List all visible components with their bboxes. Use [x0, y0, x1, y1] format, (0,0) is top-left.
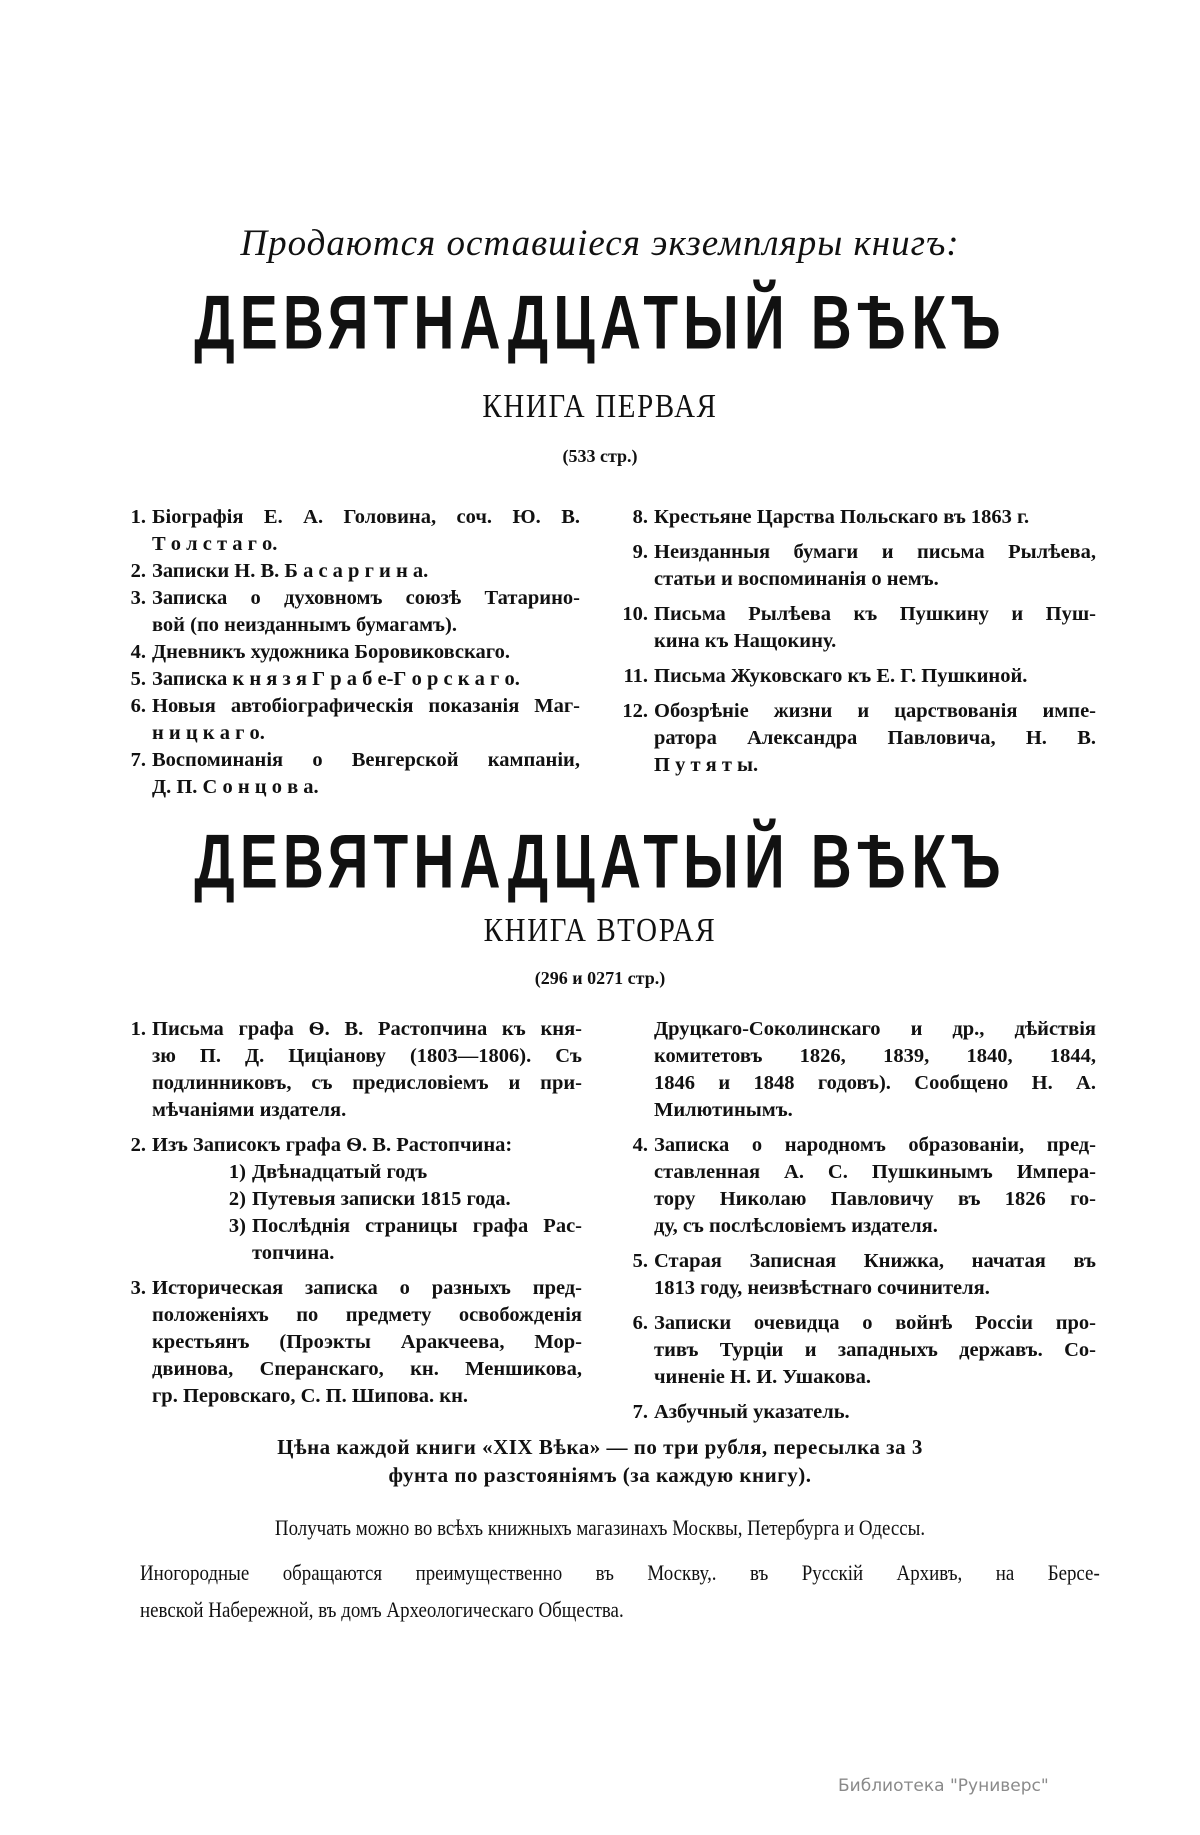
item-text-line: топчина.	[252, 1242, 335, 1264]
item-text-line: Обозрѣніе жизни и царствованія импе-	[654, 700, 1096, 722]
item-text-line: мѣчаніями издателя.	[152, 1099, 347, 1121]
contents-item	[106, 747, 580, 801]
book1-pages: (533 стр.)	[562, 446, 638, 466]
contents-item	[608, 1399, 1096, 1426]
contents-item	[106, 1186, 582, 1213]
contents-item	[608, 1248, 1096, 1302]
item-number: 11.	[623, 665, 648, 687]
contents-item	[106, 693, 580, 747]
item-text-line: кина къ Нащокину.	[654, 630, 837, 652]
contents-item	[106, 639, 580, 666]
price-line-2: фунта по разстояніямъ (за каждую книгу).	[388, 1463, 812, 1487]
item-text-line: Изъ Записокъ графа Ѳ. В. Растопчина:	[152, 1134, 513, 1156]
price-notice	[0, 1433, 1200, 1489]
book2-subtitle: КНИГА ВТОРАЯ	[483, 912, 717, 949]
book1-subtitle: КНИГА ПЕРВАЯ	[482, 388, 718, 425]
item-text-line: Новыя автобіографическія показанія Маг-	[152, 695, 580, 717]
item-number: 3.	[130, 1277, 146, 1299]
item-text-line: Неизданныя бумаги и письма Рылѣева,	[654, 541, 1096, 563]
item-number: 2.	[130, 1134, 146, 1156]
item-text-line: ду, съ послѣсловіемъ издателя.	[654, 1215, 938, 1237]
item-number: 4.	[632, 1134, 648, 1156]
item-text-line: комитетовъ 1826, 1839, 1840, 1844,	[654, 1045, 1096, 1067]
item-text-line: 1846 и 1848 годовъ). Сообщено Н. А.	[654, 1072, 1096, 1094]
item-text-line: ратора Александра Павловича, Н. В.	[654, 727, 1096, 749]
item-text-line: Письма графа Ѳ. В. Растопчина къ кня-	[152, 1018, 582, 1040]
item-text-line: Письма Рылѣева къ Пушкину и Пуш-	[654, 603, 1096, 625]
book1-title: ДЕВЯТНАДЦАТЫЙ ВѢКЪ	[194, 279, 1006, 365]
contents-item	[608, 1132, 1096, 1240]
contents-item	[608, 1016, 1096, 1124]
item-text-line: Записка о духовномъ союзѣ Татарино-	[152, 587, 580, 609]
item-text-line: н и ц к а г о.	[152, 722, 265, 744]
contents-item	[106, 1132, 582, 1159]
contents-item	[106, 1213, 582, 1267]
item-text-line: Д. П. С о н ц о в а.	[152, 776, 319, 798]
contents-item	[106, 1275, 582, 1410]
item-number: 3.	[130, 587, 146, 609]
book1-contents-left	[106, 504, 580, 801]
item-text-line: тивъ Турціи и западныхъ державъ. Со-	[654, 1339, 1096, 1361]
item-text-line: Записки Н. В. Б а с а р г и н а.	[152, 560, 429, 582]
item-number: 7.	[130, 749, 146, 771]
contents-item	[106, 558, 580, 585]
item-number: 5.	[130, 668, 146, 690]
out-of-town-notice	[140, 1554, 1100, 1628]
item-text-line: Путевыя записки 1815 года.	[252, 1188, 511, 1210]
contents-item	[106, 504, 580, 558]
notice-line: Иногородные обращаются преимущественно въ Москву,. въ Русскій Архивъ, на Берсе-	[140, 1560, 1100, 1585]
item-text-line: крестьянъ (Проэкты Аракчеева, Мор-	[152, 1331, 582, 1353]
item-text-line: чиненіе Н. И. Ушакова.	[654, 1366, 872, 1388]
contents-item	[608, 539, 1096, 593]
item-text-line: положеніяхъ по предмету освобожденія	[152, 1304, 582, 1326]
item-text-line: гр. Перовскаго, С. П. Шипова. кн.	[152, 1385, 469, 1407]
item-number: 9.	[632, 541, 648, 563]
item-text-line: Друцкаго-Соколинскаго и др., дѣйствія	[654, 1018, 1096, 1040]
item-text-line: 1813 году, неизвѣстнаго сочинителя.	[654, 1277, 990, 1299]
book2-pages: (296 и 0271 стр.)	[534, 968, 666, 988]
item-text-line: вой (по неизданнымъ бумагамъ).	[152, 614, 457, 636]
contents-item	[106, 1159, 582, 1186]
item-text-line: Записки очевидца о войнѣ Россіи про-	[654, 1312, 1096, 1334]
item-number: 8.	[632, 506, 648, 528]
item-text-line: Т о л с т а г о.	[152, 533, 278, 555]
contents-item	[608, 663, 1096, 690]
contents-item	[608, 601, 1096, 655]
item-number: 12.	[622, 700, 648, 722]
item-text-line: Воспоминанія о Венгерской кампаніи,	[152, 749, 580, 771]
item-text-line: Азбучный указатель.	[654, 1401, 850, 1423]
item-number: 1.	[130, 1018, 146, 1040]
contents-item	[106, 1016, 582, 1124]
item-text-line: двинова, Сперанскаго, кн. Меншикова,	[152, 1358, 582, 1380]
item-text-line: Записка к н я з я Г р а б е-Г о р с к а г о.	[152, 668, 520, 690]
item-text-line: Историческая записка о разныхъ пред-	[152, 1277, 582, 1299]
notice-line: невской Набережной, въ домъ Археологическаго Общества.	[140, 1597, 624, 1622]
item-text-line: ставленная А. С. Пушкинымъ Импера-	[654, 1161, 1096, 1183]
book1-contents-right	[608, 504, 1096, 779]
item-text-line: Крестьяне Царства Польскаго въ 1863 г.	[654, 506, 1030, 528]
price-line-1: Цѣна каждой книги «XIX Вѣка» — по три рубля, пересылка за 3	[277, 1435, 923, 1459]
item-number: 3)	[228, 1215, 246, 1237]
item-text-line: статьи и воспоминанія о немъ.	[654, 568, 939, 590]
item-number: 1)	[228, 1161, 246, 1183]
item-text-line: Милютинымъ.	[654, 1099, 793, 1121]
library-watermark: Библиотека "Руниверс"	[838, 1776, 1049, 1796]
item-text-line: зю П. Д. Циціанову (1803—1806). Съ	[152, 1045, 582, 1067]
item-text-line: П у т я т ы.	[654, 754, 759, 776]
item-text-line: Старая Записная Книжка, начатая въ	[654, 1250, 1096, 1272]
item-text-line: Письма Жуковскаго къ Е. Г. Пушкиной.	[654, 665, 1028, 687]
item-number: 5.	[632, 1250, 648, 1272]
book2-contents-right	[608, 1016, 1096, 1426]
item-text-line: Записка о народномъ образованіи, пред-	[654, 1134, 1096, 1156]
contents-item	[608, 698, 1096, 779]
contents-item	[608, 1310, 1096, 1391]
item-number: 6.	[632, 1312, 648, 1334]
availability-notice: Получать можно во всѣхъ книжныхъ магазинахъ Москвы, Петербурга и Одессы.	[274, 1515, 926, 1540]
item-number: 2.	[130, 560, 146, 582]
item-number: 4.	[130, 641, 146, 663]
item-text-line: Послѣднія страницы графа Рас-	[252, 1215, 582, 1237]
intro-heading: Продаются оставшіеся экземпляры книгъ:	[240, 223, 960, 264]
book2-contents-left	[106, 1016, 582, 1410]
contents-item	[608, 504, 1096, 531]
contents-item	[106, 585, 580, 639]
item-text-line: тору Николаю Павловичу въ 1826 го-	[654, 1188, 1096, 1210]
item-text-line: Двѣнадцатый годъ	[252, 1161, 428, 1183]
item-number: 2)	[228, 1188, 246, 1210]
item-text-line: Дневникъ художника Боровиковскаго.	[152, 641, 510, 663]
item-number: 6.	[130, 695, 146, 717]
item-number: 7.	[632, 1401, 648, 1423]
item-text-line: Біографія Е. А. Головина, соч. Ю. В.	[152, 506, 580, 528]
item-number: 10.	[622, 603, 648, 625]
book2-title: ДЕВЯТНАДЦАТЫЙ ВѢКЪ	[194, 818, 1006, 904]
contents-item	[106, 666, 580, 693]
item-number: 1.	[130, 506, 146, 528]
item-text-line: подлинниковъ, съ предисловіемъ и при-	[152, 1072, 582, 1094]
